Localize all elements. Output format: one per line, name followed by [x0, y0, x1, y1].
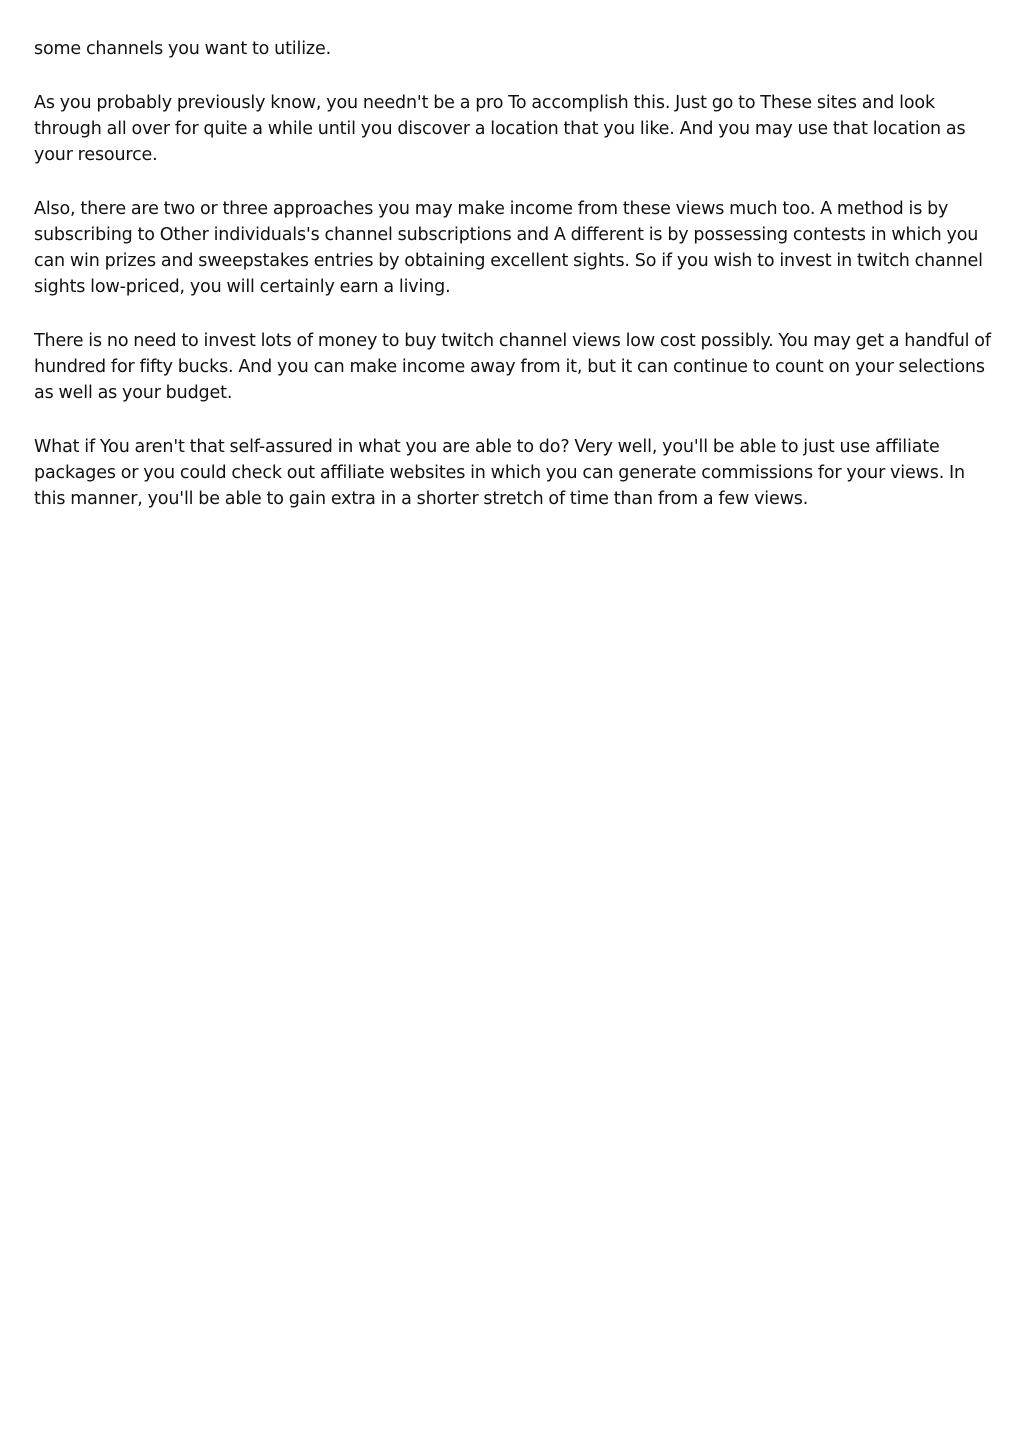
- paragraph-5: What if You aren't that self-assured in what you are able to do? Very well, you'll be able to just use affiliate packages or you could check out affiliate websites in which you can generate commissions for your views. In this manner, you'll be able to gain extra in a shorter stretch of time than from a few views.: [34, 437, 965, 509]
- paragraph-3: Also, there are two or three approaches you may make income from these views much too. A method is by subscribing to Other individuals's channel subscriptions and A different is by possessing contests in which you can win prizes and sweepstakes entries by obtaining excellent sights. So if you wish to invest in twitch channel sights low-priced, you will certainly earn a living.: [34, 199, 983, 297]
- paragraph-2: As you probably previously know, you needn't be a pro To accomplish this. Just go to These sites and look through all over for quite a while until you discover a location that you like. And you may use that location as your resource.: [34, 93, 966, 165]
- paragraph-1: some channels you want to utilize.: [34, 39, 331, 59]
- paragraph-4: There is no need to invest lots of money to buy twitch channel views low cost possibly. You may get a handful of hundred for fifty bucks. And you can make income away from it, but it can continue to count on your selections as well as your budget.: [34, 331, 991, 403]
- document-body: [34, 36, 992, 540]
